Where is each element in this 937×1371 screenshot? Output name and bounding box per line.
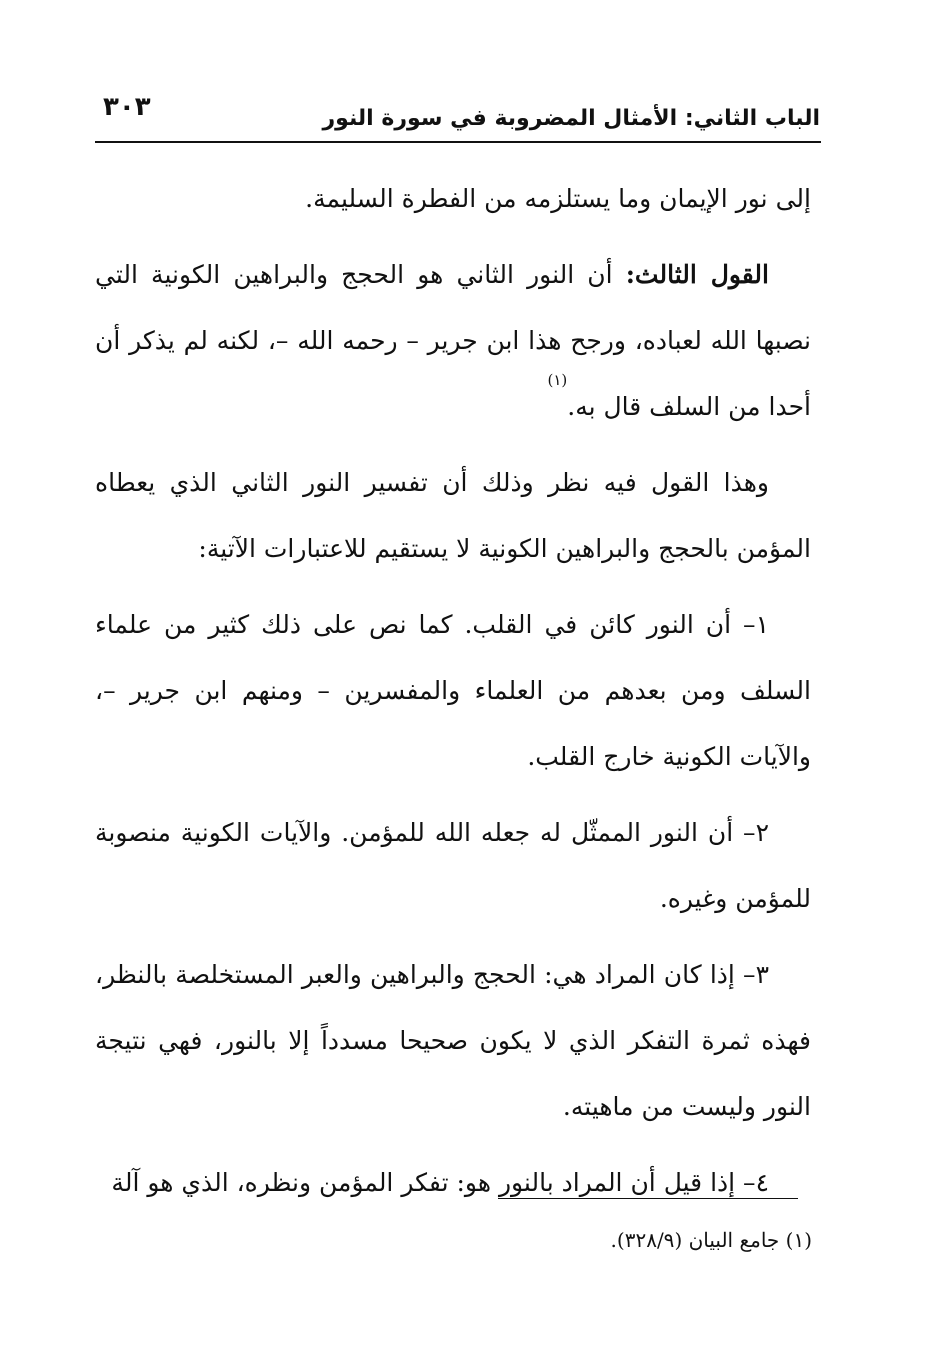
- paragraph-2-text: أن النور الثاني هو الحجج والبراهين الكونية التي نصبها الله لعباده، ورجح هذا ابن جرير – رحمه الله –، لكنه لم يذكر أن أحدا من السلف قال به.: [95, 260, 811, 421]
- footnote-reference[interactable]: (١): [547, 371, 568, 389]
- list-item-2: ٢– أن النور الممثّل له جعله الله للمؤمن. والآيات الكونية منصوبة للمؤمن وغيره.: [95, 818, 811, 913]
- footnote-divider: [498, 1198, 798, 1199]
- header-divider: [95, 141, 821, 143]
- page-number: ٣٠٣: [103, 92, 151, 122]
- body-text: [95, 166, 811, 1226]
- chapter-title: الباب الثاني: الأمثال المضروبة في سورة النور: [322, 106, 820, 131]
- list-item-1: ١– أن النور كائن في القلب. كما نص على ذلك كثير من علماء السلف ومن بعدهم من العلماء والمفسرين – ومنهم ابن جرير –، والآيات الكونية خارج القلب.: [95, 610, 811, 771]
- paragraph-2: [95, 242, 811, 440]
- footnote: (١) جامع البيان (٣٢٨/٩).: [610, 1228, 812, 1252]
- paragraph-3: وهذا القول فيه نظر وذلك أن تفسير النور الثاني الذي يعطاه المؤمن بالحجج والبراهين الكونية لا يستقيم للاعتبارات الآتية:: [95, 468, 811, 563]
- list-item-3: ٣– إذا كان المراد هي: الحجج والبراهين والعبر المستخلصة بالنظر، فهذه ثمرة التفكر الذي لا يكون صحيحا مسدداً إلا بالنور، فهي نتيجة النور وليست من ماهيته.: [95, 960, 811, 1121]
- page-header: [95, 92, 820, 138]
- paragraph-1: إلى نور الإيمان وما يستلزمه من الفطرة السليمة.: [305, 184, 811, 213]
- list-item-4: ٤– إذا قيل أن المراد بالنور هو: تفكر المؤمن ونظره، الذي هو آلة: [111, 1168, 769, 1197]
- section-heading: القول الثالث:: [625, 260, 769, 289]
